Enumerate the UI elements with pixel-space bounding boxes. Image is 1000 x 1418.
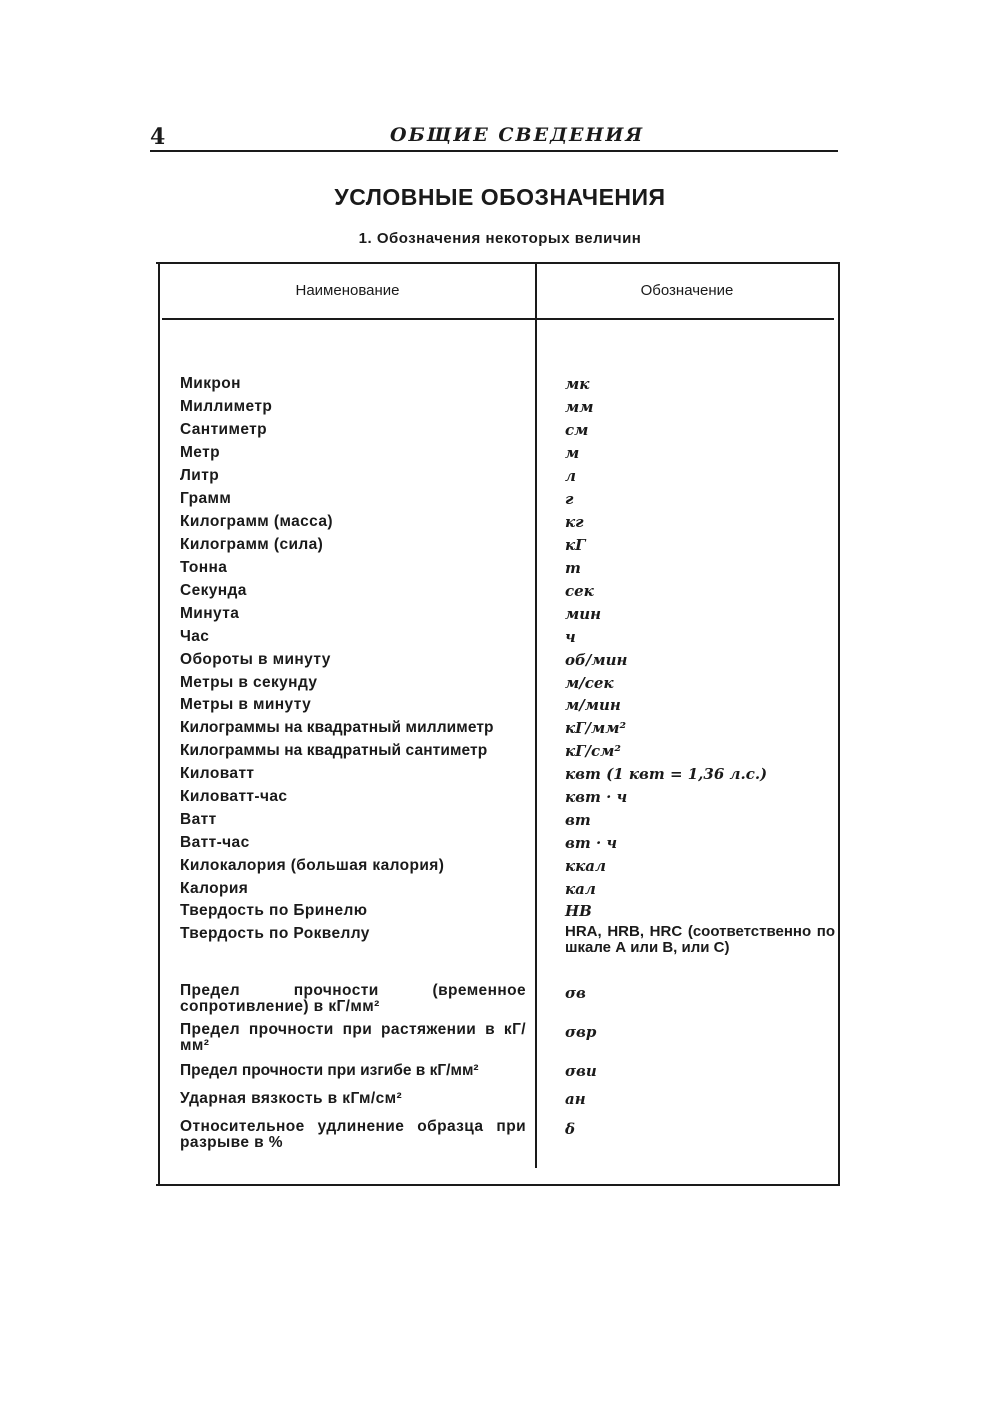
row-name: Тонна bbox=[180, 559, 228, 576]
row-symbol: вт bbox=[565, 811, 591, 829]
row-name: Ударная вязкость в кГм/см² bbox=[180, 1090, 403, 1107]
row-symbol: мк bbox=[565, 375, 590, 393]
row-symbol: δ bbox=[565, 1120, 576, 1138]
row-symbol: квт (1 квт = 1,36 л.с.) bbox=[565, 765, 768, 783]
row-name: Твердость по Бринелю bbox=[180, 902, 368, 919]
row-symbol: σв bbox=[565, 984, 586, 1002]
row-symbol: ч bbox=[565, 628, 576, 646]
row-symbol: HRA, HRB, HRC (соответственно по шкале А или В, или С) bbox=[565, 923, 835, 956]
table-right-border bbox=[838, 262, 840, 1184]
row-symbol: кал bbox=[565, 880, 596, 898]
row-name: Литр bbox=[180, 467, 220, 484]
row-name: Калория bbox=[180, 880, 249, 897]
row-symbol: ан bbox=[565, 1090, 586, 1108]
row-symbol: л bbox=[565, 467, 576, 485]
row-name: Предел прочности при изгибе в кГ/мм² bbox=[180, 1062, 479, 1079]
page-number: 4 bbox=[150, 124, 166, 150]
row-name: Микрон bbox=[180, 375, 241, 392]
row-symbol: кг bbox=[565, 513, 584, 531]
row-symbol: мм bbox=[565, 398, 594, 416]
row-symbol: м/мин bbox=[565, 696, 621, 714]
row-name: Миллиметр bbox=[180, 398, 273, 415]
column-header-name: Наименование bbox=[295, 282, 400, 299]
row-name: Килограммы на квадратный миллиметр bbox=[180, 719, 494, 736]
row-name: Килокалория (большая калория) bbox=[180, 857, 445, 874]
row-name: Ватт bbox=[180, 811, 217, 828]
column-header-symbol: Обозначение bbox=[640, 282, 734, 299]
page-title: УСЛОВНЫЕ ОБОЗНАЧЕНИЯ bbox=[334, 184, 666, 210]
row-symbol: σви bbox=[565, 1062, 597, 1080]
row-symbol: кГ/мм² bbox=[565, 719, 627, 737]
column-divider bbox=[535, 264, 537, 1168]
row-name: Обороты в минуту bbox=[180, 651, 331, 668]
row-name: Ватт-час bbox=[180, 834, 250, 851]
row-name: Твердость по Роквеллу bbox=[180, 925, 370, 942]
row-name: Килограмм (масса) bbox=[180, 513, 333, 530]
row-name: Килограммы на квадратный сантиметр bbox=[180, 742, 488, 759]
row-name: Предел прочности при растяжении в кГ/мм² bbox=[180, 1021, 526, 1054]
row-name: Киловатт bbox=[180, 765, 255, 782]
header-bottom-rule bbox=[162, 318, 834, 320]
table-caption: 1. Обозначения некоторых величин bbox=[358, 230, 642, 247]
row-symbol: вт · ч bbox=[565, 834, 618, 852]
row-symbol: квт · ч bbox=[565, 788, 628, 806]
row-name: Предел прочности (временное сопротивление) в кГ/мм² bbox=[180, 982, 526, 1015]
row-name: Относительное удлинение образца при разрыве в % bbox=[180, 1118, 526, 1151]
row-name: Килограмм (сила) bbox=[180, 536, 324, 553]
row-symbol: НВ bbox=[565, 902, 592, 920]
row-name: Метр bbox=[180, 444, 220, 461]
row-name: Сантиметр bbox=[180, 421, 268, 438]
row-symbol: мин bbox=[565, 605, 602, 623]
row-symbol: кГ bbox=[565, 536, 586, 554]
row-name: Секунда bbox=[180, 582, 247, 599]
row-name: Киловатт-час bbox=[180, 788, 288, 805]
row-symbol: м bbox=[565, 444, 580, 462]
row-symbol: кГ/см² bbox=[565, 742, 621, 760]
row-symbol: см bbox=[565, 421, 589, 439]
row-symbol: об/мин bbox=[565, 651, 628, 669]
row-name: Метры в минуту bbox=[180, 696, 312, 713]
row-symbol: сек bbox=[565, 582, 594, 600]
row-name: Минута bbox=[180, 605, 240, 622]
row-symbol: т bbox=[565, 559, 581, 577]
row-symbol: г bbox=[565, 490, 574, 508]
row-symbol: ккал bbox=[565, 857, 607, 875]
row-symbol: м/сек bbox=[565, 674, 614, 692]
row-symbol: σвр bbox=[565, 1023, 597, 1041]
row-name: Час bbox=[180, 628, 210, 645]
row-name: Метры в секунду bbox=[180, 674, 318, 691]
running-header: ОБЩИЕ СВЕДЕНИЯ bbox=[390, 124, 645, 146]
header-rule bbox=[150, 150, 838, 152]
row-name: Грамм bbox=[180, 490, 232, 507]
table-left-border bbox=[158, 262, 160, 1184]
